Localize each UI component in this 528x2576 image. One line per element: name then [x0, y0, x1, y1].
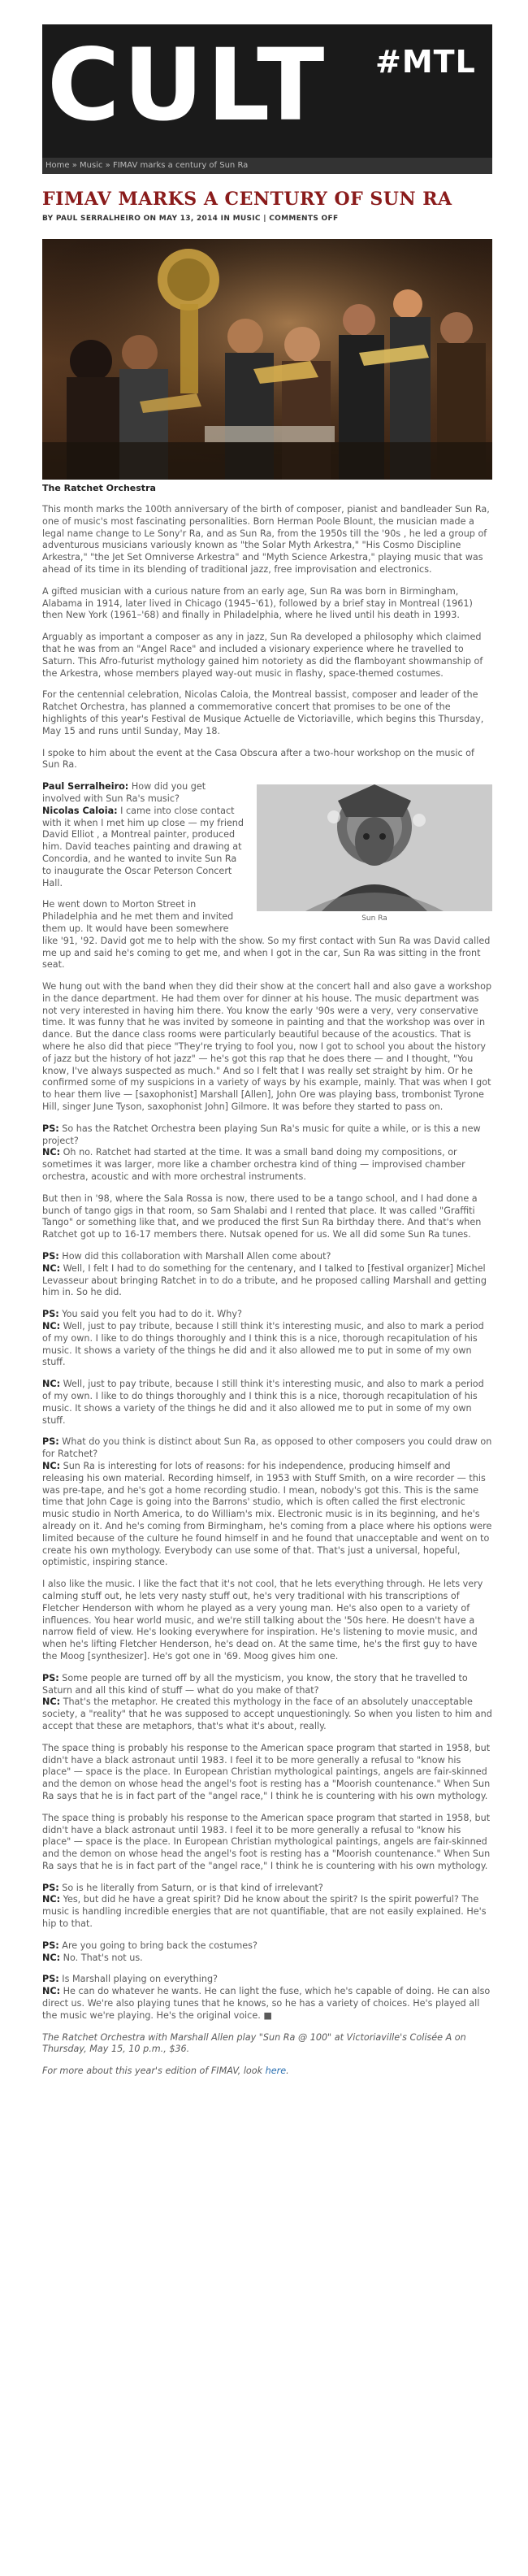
- breadcrumb-music[interactable]: Music: [80, 161, 103, 170]
- speaker-nc: Nicolas Caloia:: [42, 805, 118, 816]
- question-text: How did you get involved with Sun Ra's music?: [42, 781, 206, 804]
- question-text: How did this collaboration with Marshall Allen come about?: [58, 1251, 331, 1262]
- answer-text: Sun Ra is interesting for lots of reasons: for his independence, producing himself and releasing his own material. Recording himself, in 1953 with Stuff Smith, on a wire recorder — this was pre-tape, and he's got a home recording studio. I mean, nobody's got this. This is the same time that John Cage is going into the Barrons' studio, which is often called the first electronic music studio in North America, to do William's mix. Electronic music is in its beginning, and he's already on it. And he's coming from Birmingham, he's coming from a place where his options were limited because of the culture he found himself in and he found that unacceptable and went on to create his own mythology. Everybody can use some of that. That's just a universal, hopeful, optimistic, inspiring stance.: [42, 1460, 492, 1568]
- interview-exchange: [42, 1309, 492, 1369]
- question-text: What do you think is distinct about Sun Ra, as opposed to other composers you could draw on for Ratchet?: [42, 1436, 492, 1460]
- interview-exchange: [42, 1436, 492, 1569]
- paragraph: The space thing is probably his response to the American space program that started in 1958, but didn't have a black astronaut until 1983. I feel it to be more generally a refusal to "know his place" — space is the place. In European Christian mythological paintings, angels are fair-skinned and the demon on whose head the angel's foot is resting has a "Moorish countenance." When Sun Ra says that he is in fact part of the "angel race," I think he is countering with his own mythology.: [42, 1812, 491, 1871]
- answer-text: Well, just to pay tribute, because I still think it's interesting music, and also to mark a period of my own. I like to do things thoroughly and I think this is a nice, thorough recapitulation of his music. It shows a variety of the things he did and it also allowed me to put in some of my own stuff.: [42, 1379, 484, 1426]
- speaker-nc: NC:: [42, 1262, 61, 1274]
- speaker-nc: NC:: [42, 1986, 61, 1997]
- breadcrumb-bar: [42, 158, 492, 174]
- speaker-nc: NC:: [42, 1379, 61, 1390]
- paragraph: For the centennial celebration, Nicolas Caloia, the Montreal bassist, composer and leader of the Ratchet Orchestra, has planned a commemorative concert that promises to be one of the highlights of this year's Festival de Musique Actuelle de Victoriaville, which begins this Thursday, May 15 and runs until Sunday, May 18.: [42, 689, 484, 736]
- paragraph: This month marks the 100th anniversary of the birth of composer, pianist and bandleader Sun Ra, one of music's most fascinating personalities. Born Herman Poole Blount, the musician made a legal name change to Le Sony'r Ra, and as Sun Ra, from the 1950s till the '90s , he led a group of adventurous musicians variously known as "the Solar Myth Arkestra," "His Cosmo Discipline Arkestra," "the Jet Set Omniverse Arkestra" and "Myth Science Arkestra," playing music that was ahead of its time in its blending of traditional jazz, free improvisation and electronics.: [42, 504, 490, 575]
- speaker-ps: PS:: [42, 1974, 59, 1985]
- question-text: So is he literally from Saturn, or is that kind of irrelevant?: [58, 1882, 323, 1893]
- paragraph: We hung out with the band when they did their show at the concert hall and also gave a workshop in the dance department. He had them over for dinner at his house. The music department was not very interested in having him there. You know the early '90s were a very, very conservative time. It was funny that he was invited by someone in painting and that the workshop was over in dance. But the dance class rooms were particularly beautiful because of the acoustics. That is where he also did that piece "They're trying to fool you, now I got to school you about the history of jazz but the history of hot jazz" — he's got this rap that he does there — and I thought, "You know, I've always suspected as much." And so I felt that I was really set straight by him. Or he confirmed some of my suspicions in a variety of ways by his example, mainly. That was when I got to hear them live — [saxophonist] Marshall [Allen], John Ore was playing bass, trombonist Tyrone Hill, singer June Tyson, saxophonist John] Gilmore. It was before they started to pass on.: [42, 981, 492, 1113]
- answer-text: No. That's not us.: [60, 1952, 143, 1963]
- question-text: Is Marshall playing on everything?: [58, 1974, 218, 1985]
- interview-exchange: [42, 1673, 492, 1733]
- more-info: [42, 2066, 492, 2078]
- more-info-end: .: [286, 2066, 289, 2077]
- interview-exchange: [42, 1883, 492, 1931]
- breadcrumb-current: FIMAV marks a century of Sun Ra: [112, 161, 249, 170]
- speaker-ps: Paul Serralheiro:: [42, 781, 129, 793]
- site-logo[interactable]: CULT: [47, 28, 328, 143]
- event-note-text: The Ratchet Orchestra with Marshall Allen play "Sun Ra @ 100" at Victoriaville's Colisée A on Thursday, May 15, 10 p.m., $36.: [42, 2031, 466, 2055]
- question-text: Are you going to bring back the costumes?: [58, 1940, 258, 1951]
- site-header: [42, 24, 492, 158]
- answer-text: I came into close contact with it when I met him up close — my friend David Elliot , a Montreal painter, produced him. David teaches painting and drawing at Concordia, and he wanted to invite Sun Ra to inaugurate the Oscar Peterson Concert Hall.: [42, 805, 245, 888]
- interview-exchange: [42, 1123, 492, 1184]
- event-note: [42, 2032, 492, 2057]
- answer-text: Well, I felt I had to do something for the centenary, and I talked to [festival organizer] Michel Levasseur about bringing Ratchet in to do a tribute, and he proposed calling Marshall and getting him in. So he did.: [42, 1262, 487, 1298]
- paragraph: Arguably as important a composer as any in jazz, Sun Ra developed a philosophy which claimed that he was from an "Angel Race" and included a visionary experience where he travelled to Saturn. This Afro-futurist mythology gained him notoriety as did the flamboyant showmanship of the Arkestra, whose members played way-out music in flashy, space-themed costumes.: [42, 632, 483, 679]
- ratchet-orchestra-photo: [42, 239, 492, 480]
- speaker-nc: NC:: [42, 1147, 61, 1158]
- article-title: FIMAV MARKS A CENTURY OF SUN RA: [42, 189, 452, 210]
- paragraph: I also like the music. I like the fact that it's not cool, that he lets everything through. He lets very calming stuff out, he lets very nasty stuff out, he's very traditional with his transcriptions of Fletcher Henderson with whom he played as a very young man. He's also open to a variety of influences. You hear world music, and we're still talking about the '50s here. He doesn't have a narrow field of view. He's looking everywhere for inspiration. He's listening to movie music, and when he's lifting Fletcher Henderson, he's dead on. At the same time, he's the first guy to have the Moog [synthesizer]. He's got one in '69. Moog gives him one.: [42, 1579, 483, 1662]
- speaker-ps: PS:: [42, 1436, 59, 1448]
- article-photo: [42, 239, 492, 480]
- speaker-ps: PS:: [42, 1123, 59, 1134]
- speaker-ps: PS:: [42, 1309, 59, 1320]
- interview-exchange: [42, 1974, 492, 2022]
- speaker-nc: NC:: [42, 1894, 61, 1905]
- speaker-nc: NC:: [42, 1321, 61, 1332]
- answer-text: That's the metaphor. He created this mythology in the face of an absolutely unacceptable society, a "reality" that he was supposed to accept unquestioningly. So when you listen to him and accept that these are metaphors, that's what it's about, really.: [42, 1696, 492, 1731]
- speaker-nc: NC:: [42, 1696, 61, 1708]
- question-text: You said you felt you had to do it. Why?: [58, 1309, 242, 1320]
- speaker-ps: PS:: [42, 1940, 59, 1951]
- speaker-ps: PS:: [42, 1672, 59, 1683]
- question-text: So has the Ratchet Orchestra been playing Sun Ra's music for quite a while, or is this a new project?: [42, 1123, 481, 1146]
- interview-exchange: [42, 1940, 492, 1965]
- sun-ra-photo: [257, 784, 492, 911]
- speaker-ps: PS:: [42, 1882, 59, 1893]
- speaker-nc: NC:: [42, 1460, 61, 1471]
- site-logo-suffix: #MTL: [375, 44, 476, 80]
- answer-text: He can do whatever he wants. He can light the fuse, which he's capable of doing. He can also direct us. We're also playing tunes that he knows, so he has a variety of choices. He's played all the music we're playing. He's the original voice. ■: [42, 1986, 491, 2021]
- question-text: Some people are turned off by all the mysticism, you know, the story that he travelled to Saturn and all this kind of stuff — what do you make of that?: [42, 1672, 468, 1696]
- answer-text: Yes, but did he have a great spirit? Did he know about the spirit? Is the spirit powerful? The music is handling incredible energies that are not quantifiable, that are not easily explained. He's hip to that.: [42, 1894, 487, 1930]
- more-info-text: For more about this year's edition of FIMAV, look: [42, 2066, 266, 2077]
- more-info-link[interactable]: here: [265, 2066, 287, 2077]
- answer-text: Oh no. Ratchet had started at the time. It was a small band doing my compositions, or sometimes it was larger, more like a chamber orchestra kind of thing — improvised chamber orchestra, acoustic and with more orchestral instruments.: [42, 1147, 465, 1183]
- speaker-ps: PS:: [42, 1251, 59, 1262]
- breadcrumb: [45, 159, 248, 172]
- interview-exchange: [42, 1251, 492, 1299]
- answer-text: Well, just to pay tribute, because I still think it's interesting music, and also to mark a period of my own. I like to do things thoroughly and I think this is a nice, thorough recapitulation of his music. It shows a variety of the things he did and it also allowed me to put in some of my own stuff.: [42, 1321, 484, 1368]
- speaker-nc: NC:: [42, 1952, 61, 1963]
- photo-caption: The Ratchet Orchestra: [42, 483, 156, 493]
- paragraph: He went down to Morton Street in Philadelphia and he met them and invited them up. It would have been somewhere like '91, '92. David got me to help with the show. So my first contact with Sun Ra was David called me up and said he's coming to get me, and when I got in the car, Sun Ra was sitting in the front seat.: [42, 899, 491, 971]
- article-byline: BY PAUL SERRALHEIRO ON MAY 13, 2014 IN MUSIC | COMMENTS OFF: [42, 215, 339, 223]
- sun-ra-portrait: [257, 784, 492, 911]
- breadcrumb-separator: »: [102, 161, 113, 170]
- sun-ra-figure: [257, 784, 492, 923]
- interview-answer: [42, 1379, 492, 1427]
- paragraph: I spoke to him about the event at the Casa Obscura after a two-hour workshop on the music of Sun Ra.: [42, 747, 474, 771]
- paragraph: But then in '98, where the Sala Rossa is now, there used to be a tango school, and I had done a bunch of tango gigs in that room, so Sam Shalabi and I rented that place. It was called "Graffiti Tango" or something like that, and we produced the first Sun Ra birthday there. And that's when Ratchet got up to 16-17 members there. Nutsak opened for us. We all did some Sun Ra tunes.: [42, 1192, 482, 1240]
- article-body: [42, 504, 492, 2087]
- breadcrumb-home[interactable]: Home: [45, 161, 70, 170]
- figure-caption: Sun Ra: [361, 914, 387, 923]
- paragraph: The space thing is probably his response to the American space program that started in 1958, but didn't have a black astronaut until 1983. I feel it to be more generally a refusal to "know his place" — space is the place. In European Christian mythological paintings, angels are fair-skinned and the demon on whose head the angel's foot is resting has a "Moorish countenance." When Sun Ra says that he is in fact part of the "angel race," I think he is countering with his own mythology.: [42, 1742, 491, 1801]
- paragraph: A gifted musician with a curious nature from an early age, Sun Ra was born in Birmingham, Alabama in 1914, later lived in Chicago (1945–'61), followed by a brief stay in Montreal (1961) then New York (1961–'68) and finally in Philadelphia, where he lived until his death in 1993.: [42, 585, 473, 621]
- interview-section: [42, 781, 492, 981]
- breadcrumb-separator: »: [69, 161, 80, 170]
